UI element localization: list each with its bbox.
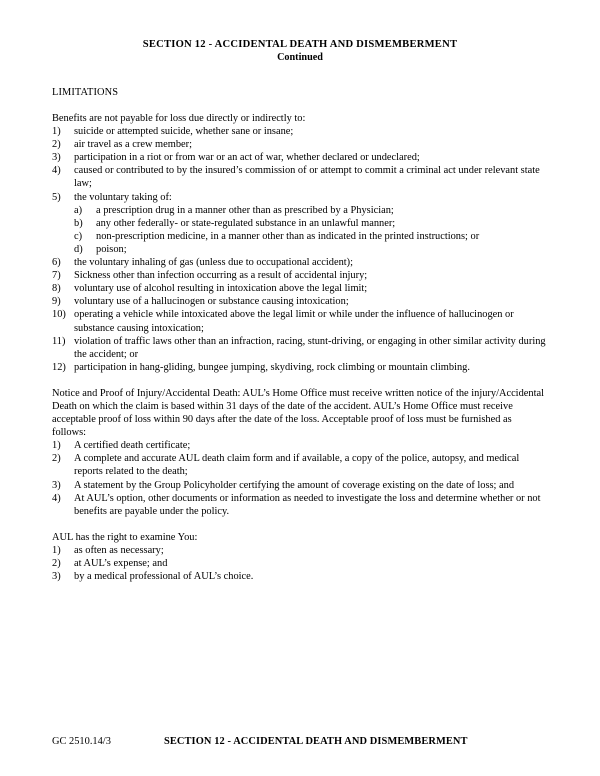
list-item: [52, 439, 548, 452]
list-item-text: air travel as a crew member;: [74, 139, 192, 151]
list-marker: 12): [52, 361, 66, 373]
list-marker: 9): [52, 296, 61, 308]
footer-form-code: GC 2510.14/3: [52, 736, 111, 747]
limitations-intro: Benefits are not payable for loss due directly or indirectly to:: [52, 113, 306, 124]
list-item-text: operating a vehicle while intoxicated above the legal limit or while under the influence of hallucinogen or substance causing intoxication;: [74, 309, 514, 334]
section-heading-limitations: LIMITATIONS: [52, 87, 119, 98]
list-marker: 3): [52, 571, 61, 583]
page-header: [52, 0, 548, 64]
sublist-marker: c): [74, 230, 83, 242]
examination-list: [52, 544, 548, 583]
list-item-text: participation in a riot or from war or an act of war, whether declared or undeclared;: [74, 152, 420, 164]
spacer: [52, 518, 548, 531]
list-item: [52, 308, 548, 334]
list-marker: 1): [52, 126, 61, 138]
list-item: [52, 479, 548, 492]
list-marker: 8): [52, 283, 61, 295]
list-item: [52, 361, 548, 374]
list-item: [52, 125, 548, 138]
list-item: [52, 295, 548, 308]
list-item-text: A certified death certificate;: [74, 440, 191, 452]
list-item-text: voluntary use of alcohol resulting in intoxication above the legal limit;: [74, 283, 368, 295]
list-marker: 2): [52, 558, 61, 569]
list-item: [52, 570, 548, 583]
sublist-item: [52, 217, 548, 230]
list-item: [52, 164, 548, 190]
list-item: [52, 138, 548, 151]
sublist-item-text: a prescription drug in a manner other than as prescribed by a Physician;: [96, 204, 394, 216]
list-item: [52, 492, 548, 518]
list-marker: 11): [52, 335, 66, 347]
list-marker: 2): [52, 139, 61, 151]
examination-intro: AUL has the right to examine You:: [52, 531, 198, 543]
limitations-list-continued: [52, 256, 548, 374]
list-item-text: voluntary use of a hallucinogen or substance causing intoxication;: [74, 296, 349, 308]
list-item: [52, 544, 548, 557]
proof-of-loss-list: [52, 439, 548, 518]
list-marker: 7): [52, 270, 61, 282]
list-item-text: participation in hang-gliding, bungee jumping, skydiving, rock climbing or mountain climbing.: [74, 361, 470, 373]
list-item-text: Sickness other than infection occurring as a result of accidental injury;: [74, 270, 368, 282]
list-item-text: A statement by the Group Policyholder certifying the amount of coverage existing on the date of loss; and: [74, 479, 515, 491]
list-item-text: as often as necessary;: [74, 544, 164, 556]
sublist-marker: d): [74, 243, 83, 255]
list-item-text: A complete and accurate AUL death claim form and if available, a copy of the police, autopsy, and medical reports related to the death;: [74, 453, 520, 478]
footer-section-title: SECTION 12 - ACCIDENTAL DEATH AND DISMEMBERMENT: [164, 736, 468, 747]
list-item: [52, 191, 548, 204]
page-footer: [52, 735, 548, 748]
list-item: [52, 282, 548, 295]
list-marker: 5): [52, 191, 61, 203]
list-item: [52, 256, 548, 269]
sublist-item: [52, 243, 548, 256]
list-item: [52, 335, 548, 361]
sublist-item-text: poison;: [96, 243, 127, 255]
limitations-list: [52, 125, 548, 204]
list-item-text: the voluntary inhaling of gas (unless due to occupational accident);: [74, 257, 354, 269]
list-marker: 4): [52, 492, 61, 504]
list-item-text: violation of traffic laws other than an infraction, racing, stunt-driving, or engaging in other similar activity during the accident; or: [74, 335, 546, 360]
list-marker: 1): [52, 544, 61, 556]
list-item-text: caused or contributed to by the insured’s commission of or attempt to commit a criminal act under relevant state law;: [74, 165, 540, 190]
list-marker: 4): [52, 165, 61, 177]
list-marker: 6): [52, 257, 61, 269]
sublist-item: [52, 204, 548, 217]
list-item: [52, 151, 548, 164]
list-item: [52, 452, 548, 478]
list-item: [52, 269, 548, 282]
spacer: [52, 99, 548, 112]
limitations-sublist: [52, 204, 548, 256]
list-item-text: suicide or attempted suicide, whether sane or insane;: [74, 126, 294, 138]
list-item-text: at AUL’s expense; and: [74, 558, 168, 569]
sublist-marker: b): [74, 217, 83, 229]
list-marker: 10): [52, 309, 66, 321]
list-marker: 3): [52, 479, 61, 491]
list-item: [52, 557, 548, 570]
list-marker: 2): [52, 453, 61, 465]
sublist-item-text: any other federally- or state-regulated substance in an unlawful manner;: [96, 217, 396, 229]
list-marker: 3): [52, 152, 61, 164]
list-marker: 1): [52, 440, 61, 452]
list-item-text: At AUL’s option, other documents or information as needed to investigate the loss and determine whether or not benefits are payable under the policy.: [74, 492, 541, 517]
sublist-marker: a): [74, 204, 83, 216]
notice-and-proof-paragraph: Notice and Proof of Injury/Accidental Death: AUL’s Home Office must receive written notice of the injury/Accidental Death on which the claim is based within 31 days of the date of the accident. AUL’s Home Office must receive acceptable proof of loss within 90 days after the date of the loss. Acceptable proof of loss must be furnished as follows:: [52, 387, 544, 439]
spacer: [52, 374, 548, 387]
sublist-item: [52, 230, 548, 243]
page-subtitle: Continued: [277, 52, 323, 63]
list-item-text: the voluntary taking of:: [74, 191, 172, 203]
list-item-text: by a medical professional of AUL’s choice.: [74, 571, 254, 583]
sublist-item-text: non-prescription medicine, in a manner other than as indicated in the printed instructions; or: [96, 230, 480, 242]
page-title: SECTION 12 - ACCIDENTAL DEATH AND DISMEMBERMENT: [142, 39, 458, 50]
